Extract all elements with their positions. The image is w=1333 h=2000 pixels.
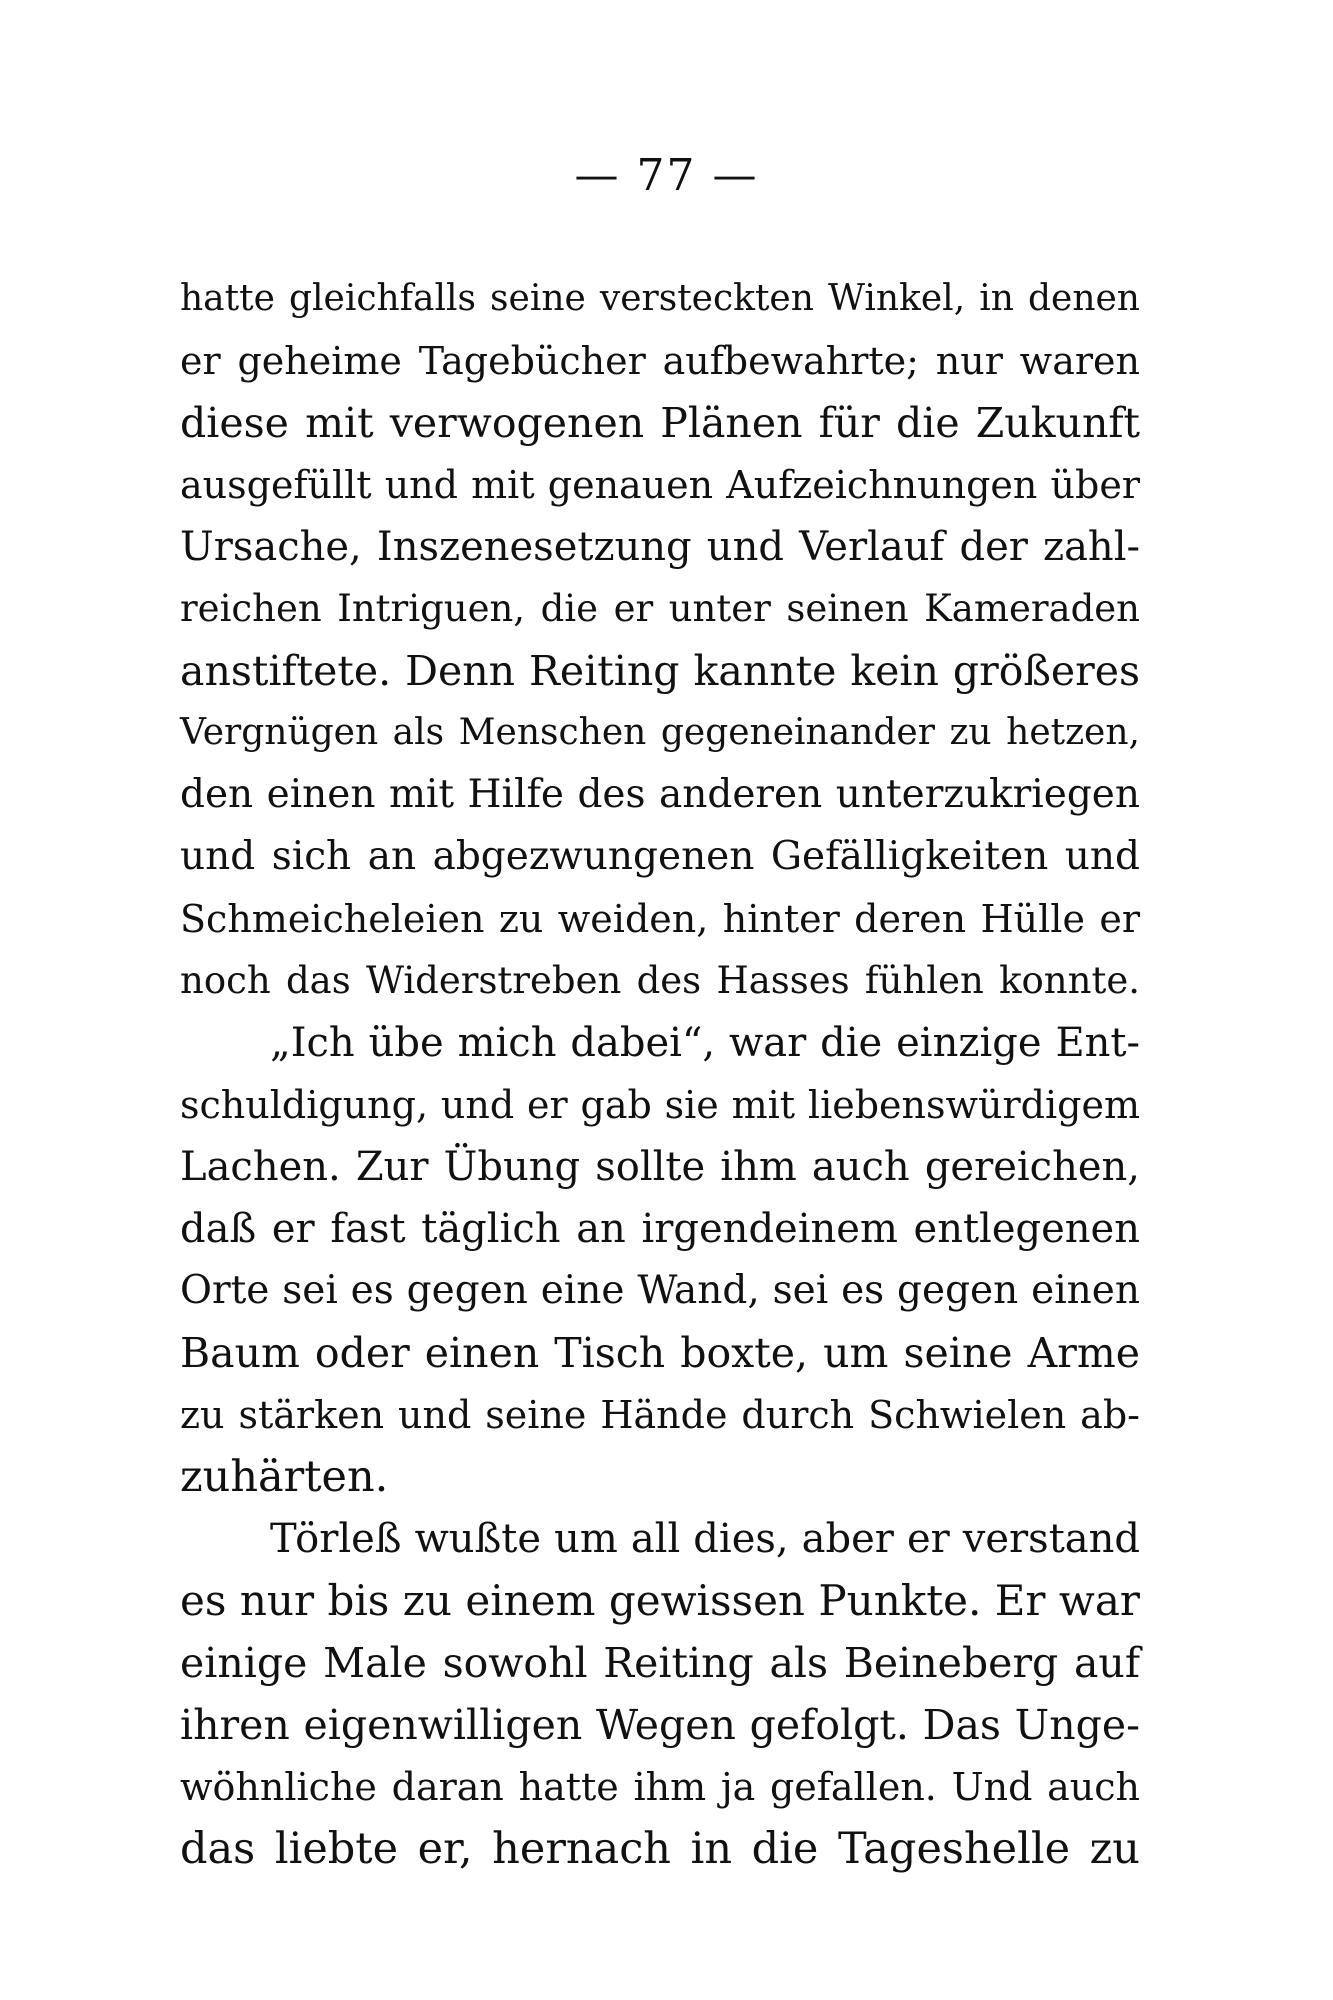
- text-line: Lachen. Zur Übung sollte ihm auch gereichen,: [180, 1144, 1140, 1190]
- text-line: Baum oder einen Tisch boxte, um seine Arme: [180, 1329, 1140, 1377]
- text-line: Vergnügen als Menschen gegeneinander zu hetzen,: [180, 712, 1140, 753]
- text-line: diese mit verwogenen Plänen für die Zukunft: [180, 399, 1140, 447]
- text-line: einige Male sowohl Reiting als Beineberg auf: [180, 1639, 1140, 1687]
- text-line: ausgefüllt und mit genauen Aufzeichnungen über: [180, 463, 1140, 507]
- text-line: Ursache, Inszenesetzung und Verlauf der zahl-: [180, 524, 1140, 570]
- text-line: das liebte er, hernach in die Tageshelle zu: [180, 1824, 1140, 1874]
- text-line: und sich an abgezwungenen Gefälligkeiten und: [180, 834, 1140, 879]
- text-line: anstiftete. Denn Reiting kannte kein größeres: [180, 647, 1140, 695]
- text-line: wöhnliche daran hatte ihm ja gefallen. Und auch: [180, 1765, 1140, 1809]
- page-number: — 77 —: [574, 150, 759, 201]
- text-line: ihren eigenwilligen Wegen gefolgt. Das Unge-: [180, 1701, 1140, 1749]
- text-line: daß er fast täglich an irgendeinem entlegenen: [180, 1206, 1140, 1252]
- text-line: reichen Intriguen, die er unter seinen Kameraden: [180, 587, 1140, 630]
- text-line: Schmeicheleien zu weiden, hinter deren Hülle er: [180, 897, 1140, 941]
- text-line: zu stärken und seine Hände durch Schwielen ab-: [180, 1393, 1140, 1437]
- text-line: zuhärten.: [180, 1452, 389, 1502]
- text-line: es nur bis zu einem gewissen Punkte. Er war: [180, 1576, 1140, 1625]
- body-text: [180, 268, 1140, 1880]
- text-line: schuldigung, und er gab sie mit liebenswürdigem: [180, 1083, 1140, 1127]
- paragraph-start-line: „Ich übe mich dabei“, war die einzige Ent-: [270, 1020, 1140, 1066]
- paragraph-start-line: Törleß wußte um all dies, aber er verstand: [270, 1516, 1140, 1562]
- text-line: noch das Widerstreben des Hasses fühlen konnte.: [180, 959, 1140, 1002]
- text-line: er geheime Tagebücher aufbewahrte; nur waren: [180, 339, 1140, 383]
- text-line: hatte gleichfalls seine versteckten Winkel, in denen: [180, 278, 1140, 319]
- text-line: den einen mit Hilfe des anderen unterzukriegen: [180, 772, 1140, 817]
- text-line: Orte sei es gegen eine Wand, sei es gegen einen: [180, 1268, 1140, 1313]
